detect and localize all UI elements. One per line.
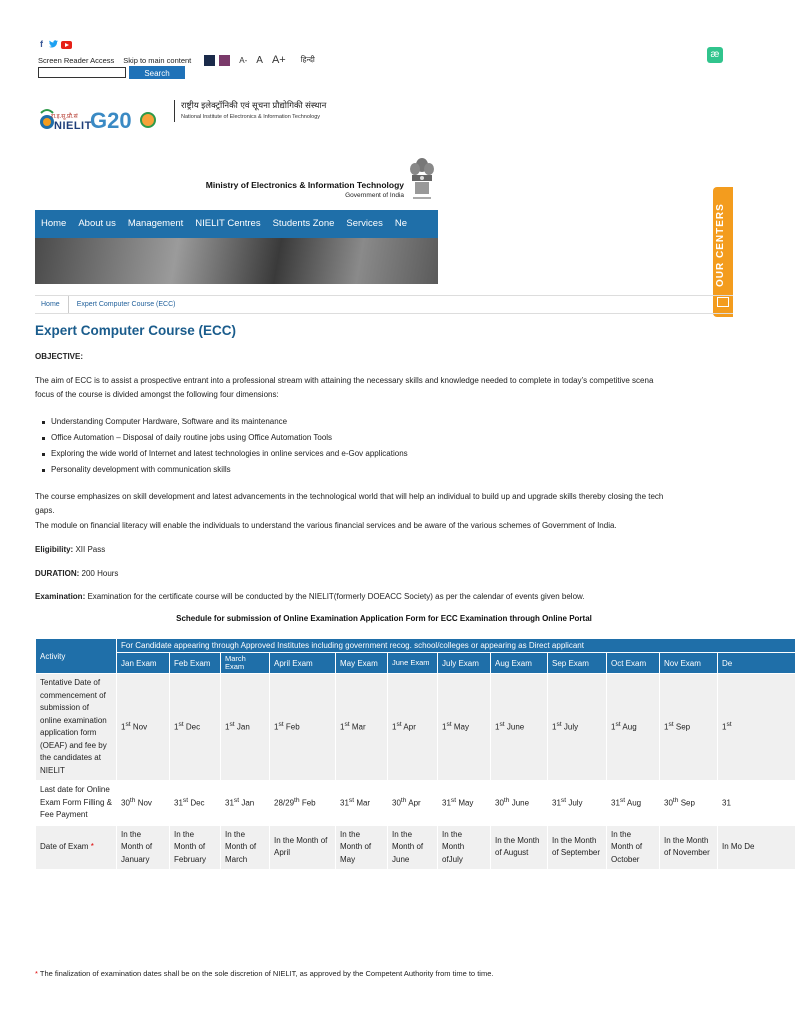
table-cell: In the Month of January bbox=[117, 825, 170, 870]
table-cell: 30th June bbox=[491, 781, 548, 826]
group-header: For Candidate appearing through Approved Institutes including government recog. school/colleges or appearing as Direct applicant bbox=[117, 639, 796, 653]
table-cell: 1st Mar bbox=[336, 674, 388, 781]
eligibility-label: Eligibility: bbox=[35, 545, 74, 554]
header-divider bbox=[174, 100, 175, 122]
month-header: Oct Exam bbox=[607, 653, 660, 674]
table-cell: 31st Aug bbox=[607, 781, 660, 826]
duration bbox=[35, 567, 733, 580]
table-cell: 31st Dec bbox=[170, 781, 221, 826]
org-name-english: National Institute of Electronics & Information Technology bbox=[181, 114, 321, 120]
nav-news[interactable]: Ne bbox=[394, 218, 407, 229]
table-cell: 1st Nov bbox=[117, 674, 170, 781]
month-header: June Exam bbox=[388, 653, 438, 674]
row-label: Date of Exam * bbox=[36, 825, 117, 870]
font-normal-button[interactable]: A bbox=[256, 54, 263, 66]
g20-logo-text: G20 bbox=[90, 108, 132, 133]
font-increase-button[interactable]: A+ bbox=[271, 54, 286, 66]
table-row bbox=[36, 674, 796, 781]
logo-text: NIELIT bbox=[54, 120, 92, 132]
ministry-name: Ministry of Electronics & Information Technology bbox=[205, 180, 404, 190]
schedule-title: Schedule for submission of Online Examination Application Form for ECC Examination through Online Portal bbox=[176, 614, 592, 623]
row-label: Tentative Date of commencement of submission of online examination application form (OEAF) and fee by the candidates at NIELIT bbox=[36, 674, 117, 781]
activity-header: Activity bbox=[36, 639, 117, 674]
list-item: Exploring the wide world of Internet and latest technologies in online services and e-Gov applications bbox=[42, 446, 408, 462]
nav-about-us[interactable]: About us bbox=[78, 218, 116, 229]
para2-line2: gaps. bbox=[35, 506, 55, 515]
row-label: Last date for Online Exam Form Filling & Fee Payment bbox=[36, 781, 117, 826]
footnote-text: The finalization of examination dates shall be on the sole discretion of NIELIT, as approved by the Competent Authority from time to time. bbox=[37, 969, 494, 978]
breadcrumb bbox=[35, 295, 733, 314]
search-input[interactable] bbox=[38, 67, 126, 78]
month-header: July Exam bbox=[438, 653, 491, 674]
g20-lotus-icon bbox=[140, 112, 156, 128]
table-cell: 28/29th Feb bbox=[270, 781, 336, 826]
nav-students-zone[interactable]: Students Zone bbox=[272, 218, 335, 229]
table-cell: In the Month of June bbox=[388, 825, 438, 870]
table-cell: 31 bbox=[718, 781, 796, 826]
para3: The module on financial literacy will enable the individuals to understand the various financial services and be aware of the various schemes of Government of India. bbox=[35, 521, 617, 530]
nielit-logo[interactable] bbox=[38, 105, 163, 145]
table-cell: 1st June bbox=[491, 674, 548, 781]
table-cell: 1st bbox=[718, 674, 796, 781]
para1-line2: focus of the course is divided amongst the following four dimensions: bbox=[35, 390, 279, 399]
skip-to-content-link[interactable]: Skip to main content bbox=[123, 55, 192, 65]
page-title: Expert Computer Course (ECC) bbox=[35, 323, 237, 338]
table-cell: In the Month of May bbox=[336, 825, 388, 870]
examination-label: Examination: bbox=[35, 592, 86, 601]
month-header: March Exam bbox=[221, 653, 270, 674]
social-links bbox=[37, 40, 72, 49]
table-cell: 31st Jan bbox=[221, 781, 270, 826]
table-cell: 1st Apr bbox=[388, 674, 438, 781]
table-cell: 1st Dec bbox=[170, 674, 221, 781]
footnote bbox=[35, 969, 493, 978]
table-cell: 30th Sep bbox=[660, 781, 718, 826]
dimensions-list bbox=[42, 414, 408, 478]
duration-label: DURATION: bbox=[35, 569, 80, 578]
nav-home[interactable]: Home bbox=[41, 218, 67, 229]
table-cell: In the Month of March bbox=[221, 825, 270, 870]
objective-label: OBJECTIVE: bbox=[35, 352, 84, 361]
org-name-hindi: राष्ट्रीय इलेक्ट्रॉनिकी एवं सूचना प्रौद्योगिकी संस्थान bbox=[181, 100, 327, 110]
table-cell: In the Month of November bbox=[660, 825, 718, 870]
table-cell: 30th Nov bbox=[117, 781, 170, 826]
table-cell: 1st May bbox=[438, 674, 491, 781]
footnote-star: * bbox=[35, 969, 38, 978]
main-nav bbox=[35, 210, 438, 238]
examination-value: Examination for the certificate course will be conducted by the NIELIT(formerly DOEACC Society) as per the calendar of events given below. bbox=[85, 592, 585, 601]
month-header: Jan Exam bbox=[117, 653, 170, 674]
screen-reader-link[interactable]: Screen Reader Access bbox=[38, 55, 115, 65]
required-star: * bbox=[90, 842, 94, 851]
schedule-table bbox=[35, 638, 796, 870]
schedule-table-wrapper bbox=[35, 638, 755, 870]
table-cell: 31st Mar bbox=[336, 781, 388, 826]
months-header-row bbox=[36, 653, 796, 674]
nav-management[interactable]: Management bbox=[127, 218, 184, 229]
table-row bbox=[36, 825, 796, 870]
our-centers-label: OUR CENTERS bbox=[715, 203, 726, 287]
table-cell: In the Month of February bbox=[170, 825, 221, 870]
page-banner bbox=[35, 238, 438, 284]
para2-line1: The course emphasizes on skill development and latest advancements in the technological world that will help an individual to build up and upgrade skills thereby closing the tech bbox=[35, 492, 664, 501]
table-cell: In Mo De bbox=[718, 825, 796, 870]
list-item: Office Automation – Disposal of daily routine jobs using Office Automation Tools bbox=[42, 430, 408, 446]
month-header: April Exam bbox=[270, 653, 336, 674]
month-header: May Exam bbox=[336, 653, 388, 674]
table-cell: 30th Apr bbox=[388, 781, 438, 826]
table-cell: 1st Feb bbox=[270, 674, 336, 781]
table-cell: 1st Jan bbox=[221, 674, 270, 781]
table-cell: In the Month ofJuly bbox=[438, 825, 491, 870]
list-item: Personality development with communication skills bbox=[42, 462, 408, 478]
youtube-icon[interactable] bbox=[61, 41, 72, 49]
table-cell: 31st May bbox=[438, 781, 491, 826]
nav-services[interactable]: Services bbox=[346, 218, 383, 229]
table-cell: In the Month of October bbox=[607, 825, 660, 870]
dark-theme-swatch[interactable] bbox=[204, 55, 215, 66]
month-header: Feb Exam bbox=[170, 653, 221, 674]
month-header: Aug Exam bbox=[491, 653, 548, 674]
table-cell: In the Month of April bbox=[270, 825, 336, 870]
nav-nielit-centres[interactable]: NIELIT Centres bbox=[195, 218, 261, 229]
eligibility-value: XII Pass bbox=[73, 545, 106, 554]
list-item: Understanding Computer Hardware, Software and its maintenance bbox=[42, 414, 408, 430]
purple-theme-swatch[interactable] bbox=[219, 55, 230, 66]
table-cell: In the Month of September bbox=[548, 825, 607, 870]
examination bbox=[35, 590, 733, 603]
search-button[interactable]: Search bbox=[129, 66, 185, 79]
font-decrease-button[interactable]: A- bbox=[239, 55, 248, 65]
table-row bbox=[36, 781, 796, 826]
government-name: Government of India bbox=[345, 192, 404, 199]
duration-value: 200 Hours bbox=[79, 569, 119, 578]
table-cell: 1st Sep bbox=[660, 674, 718, 781]
national-emblem-icon bbox=[407, 155, 437, 205]
table-cell: In the Month of August bbox=[491, 825, 548, 870]
breadcrumb-home[interactable]: Home bbox=[35, 296, 69, 313]
table-cell: 31st July bbox=[548, 781, 607, 826]
logo-hindi-text: रा.इ.सू.प्रौ.सं bbox=[51, 114, 78, 120]
hindi-language-link[interactable]: हिन्दी bbox=[300, 55, 315, 64]
table-cell: 1st July bbox=[548, 674, 607, 781]
table-cell: 1st Aug bbox=[607, 674, 660, 781]
month-header: Sep Exam bbox=[548, 653, 607, 674]
language-translate-icon[interactable]: æ bbox=[707, 47, 723, 63]
month-header: Nov Exam bbox=[660, 653, 718, 674]
para1-line1: The aim of ECC is to assist a prospective entrant into a professional stream with attaining the necessary skills and knowledge needed to complete in today’s competitive scena bbox=[35, 376, 654, 385]
facebook-icon[interactable]: f bbox=[40, 39, 43, 49]
month-header: De bbox=[718, 653, 796, 674]
eligibility bbox=[35, 543, 733, 556]
accessibility-bar bbox=[38, 54, 315, 66]
twitter-icon[interactable] bbox=[49, 40, 58, 49]
breadcrumb-current: Expert Computer Course (ECC) bbox=[76, 301, 176, 308]
